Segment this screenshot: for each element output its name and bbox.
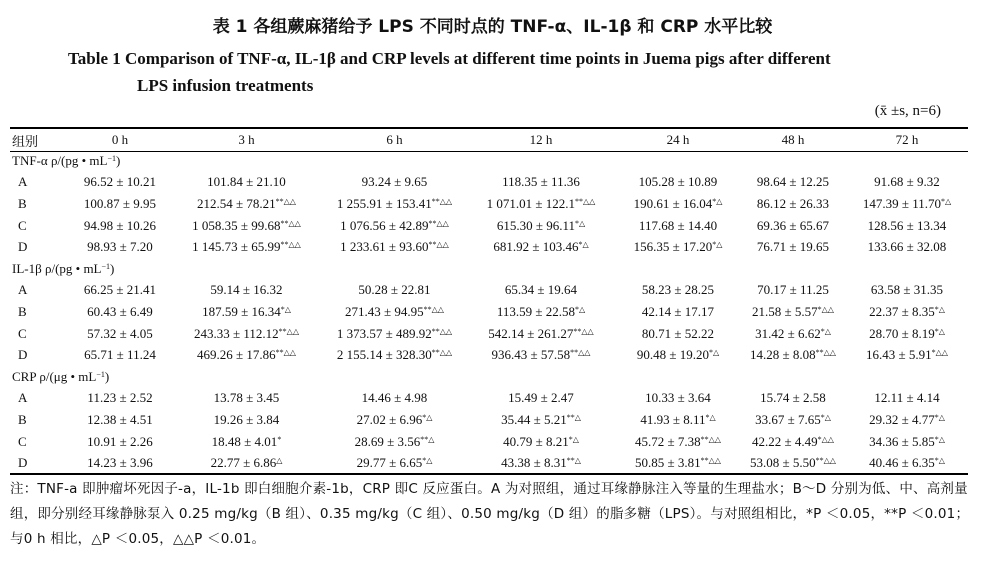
value-cell: 1 255.91 ± 153.41**△△ xyxy=(336,195,453,211)
table-row xyxy=(10,172,968,194)
value-cell: 14.23 ± 3.96 xyxy=(87,455,153,471)
statistics-note: (x̄ ±s, n=6) xyxy=(874,103,941,119)
table-row xyxy=(10,409,968,431)
value-cell: 43.38 ± 8.31**△ xyxy=(501,455,581,471)
header-cell: 组别 xyxy=(12,133,39,149)
value-cell: 469.26 ± 17.86**△△ xyxy=(197,347,296,363)
significance-marker: **△△ xyxy=(280,218,301,228)
table-row xyxy=(10,452,968,474)
significance-marker: *△△ xyxy=(817,434,834,444)
value-cell: 63.58 ± 31.35 xyxy=(870,282,944,298)
value-cell: 118.35 ± 11.36 xyxy=(502,174,580,190)
value-cell: 59.14 ± 16.32 xyxy=(210,282,283,298)
significance-marker: **△△ xyxy=(428,240,449,250)
unit-exponent: −1 xyxy=(96,369,105,379)
significance-marker: **△△ xyxy=(431,348,453,358)
value-cell: 86.12 ± 26.33 xyxy=(756,195,830,211)
significance-marker: *△ xyxy=(422,412,433,422)
value-cell: 34.36 ± 5.85*△ xyxy=(869,433,945,449)
value-cell: 147.39 ± 11.70*△ xyxy=(862,195,952,211)
value-cell: 14.28 ± 8.08**△△ xyxy=(750,347,836,363)
group-cell: B xyxy=(18,195,27,211)
significance-marker: *△△ xyxy=(817,304,834,314)
table-title-english-line1: Table 1 Comparison of TNF-α, IL-1β and CRP levels at different time points in Juema pigs after different xyxy=(68,49,831,68)
significance-marker: **△△ xyxy=(428,218,449,228)
value-cell: 1 233.61 ± 93.60**△△ xyxy=(340,239,449,255)
value-cell: 113.59 ± 22.58*△ xyxy=(496,303,586,319)
header-cell: 12 h xyxy=(529,132,553,147)
value-cell: 42.22 ± 4.49*△△ xyxy=(752,433,834,449)
value-cell: 93.24 ± 9.65 xyxy=(361,174,428,190)
significance-marker: *△ xyxy=(934,326,945,336)
header-cell: 0 h xyxy=(111,132,129,147)
value-cell: 60.43 ± 6.49 xyxy=(87,303,153,319)
significance-marker: *△ xyxy=(578,240,589,250)
significance-marker: *△ xyxy=(820,412,831,422)
value-cell: 22.77 ± 6.86△ xyxy=(210,455,283,471)
section-header-row xyxy=(10,258,968,280)
significance-marker: **△ xyxy=(566,412,581,422)
value-cell: 1 373.57 ± 489.92**△△ xyxy=(336,325,453,341)
value-cell: 31.42 ± 6.62*△ xyxy=(755,325,831,341)
value-cell: 1 071.01 ± 122.1**△△ xyxy=(486,195,596,211)
significance-marker: **△△ xyxy=(570,348,591,358)
section-label: IL-1β ρ/(pg • $mL^{-1}$) xyxy=(12,260,115,276)
table-row xyxy=(10,301,968,323)
value-cell: 18.48 ± 4.01* xyxy=(211,433,282,449)
value-cell: 28.70 ± 8.19*△ xyxy=(869,325,945,341)
table-title-english-line2: LPS infusion treatments xyxy=(137,76,314,95)
significance-marker: **△△ xyxy=(431,326,453,336)
significance-marker: **△△ xyxy=(573,326,594,336)
table-row xyxy=(10,193,968,215)
group-cell: B xyxy=(18,411,27,427)
value-cell: 271.43 ± 94.95**△△ xyxy=(345,303,444,319)
top-rule xyxy=(10,127,968,129)
value-cell: 69.36 ± 65.67 xyxy=(756,217,830,233)
value-cell: 15.74 ± 2.58 xyxy=(760,390,826,406)
significance-marker: *△ xyxy=(575,218,586,228)
section-label: CRP ρ/(μg • $mL^{-1}$) xyxy=(12,368,110,384)
value-cell: 57.32 ± 4.05 xyxy=(87,325,153,341)
unit-exponent: −1 xyxy=(107,153,116,163)
significance-marker: *△ xyxy=(934,412,945,422)
value-cell: 58.23 ± 28.25 xyxy=(641,282,715,298)
group-cell: C xyxy=(18,325,27,341)
value-cell: 100.87 ± 9.95 xyxy=(83,195,157,211)
value-cell: 190.61 ± 16.04*△ xyxy=(633,195,723,211)
value-cell: 936.43 ± 57.58**△△ xyxy=(491,347,591,363)
value-cell: 105.28 ± 10.89 xyxy=(638,174,718,190)
table-row xyxy=(10,323,968,345)
value-cell: 14.46 ± 4.98 xyxy=(361,390,428,406)
significance-marker: **△△ xyxy=(423,304,444,314)
table-footnote: 注：TNF-a 即肿瘤坏死因子-a，IL-1b 即白细胞介素-1b，CRP 即C 反应蛋白。A 为对照组，通过耳缘静脉注入等量的生理盐水；B～D 分别为低、中、高剂量组，即分别经耳缘静脉泵入 0.25 mg/kg（B 组）、0.35 mg/kg（C 组）、0.50 mg/kg（D 组）的脂多糖（LPS）。与对照组相比，*P ＜0.05，**P ＜0.01；与0 h 相比，△P ＜0.05，△△P ＜0.01。 xyxy=(10,481,970,547)
header-cell: 3 h xyxy=(238,132,255,147)
table-row xyxy=(10,344,968,366)
header-cell: 72 h xyxy=(895,132,919,147)
value-cell: 15.49 ± 2.47 xyxy=(508,390,574,406)
significance-marker: *△ xyxy=(934,434,945,444)
value-cell: 156.35 ± 17.20*△ xyxy=(633,239,723,255)
value-cell: 1 076.56 ± 42.89**△△ xyxy=(340,217,449,233)
value-cell: 29.32 ± 4.77*△ xyxy=(869,411,945,427)
value-cell: 28.69 ± 3.56**△ xyxy=(354,433,435,449)
value-cell: 13.78 ± 3.45 xyxy=(213,390,280,406)
value-cell: 16.43 ± 5.91*△△ xyxy=(866,347,948,363)
value-cell: 65.71 ± 11.24 xyxy=(84,347,156,363)
value-cell: 33.67 ± 7.65*△ xyxy=(755,411,831,427)
group-cell: D xyxy=(18,455,28,471)
value-cell: 101.84 ± 21.10 xyxy=(207,174,286,190)
value-cell: 117.68 ± 14.40 xyxy=(638,217,718,233)
table-row xyxy=(10,388,968,410)
value-cell: 91.68 ± 9.32 xyxy=(874,174,940,190)
significance-marker: **△△ xyxy=(278,326,299,336)
significance-marker: *△ xyxy=(568,434,579,444)
value-cell: 19.26 ± 3.84 xyxy=(213,411,280,427)
table-header-row xyxy=(10,130,968,150)
value-cell: 1 058.35 ± 99.68**△△ xyxy=(192,217,301,233)
value-cell: 21.58 ± 5.57*△△ xyxy=(752,303,834,319)
value-cell: 96.52 ± 10.21 xyxy=(83,174,157,190)
value-cell: 128.56 ± 13.34 xyxy=(867,217,947,233)
significance-marker: **△△ xyxy=(275,348,296,358)
significance-marker: **△△ xyxy=(280,240,301,250)
value-cell: 10.33 ± 3.64 xyxy=(645,390,711,406)
header-cell: 6 h xyxy=(386,132,403,147)
significance-marker: **△△ xyxy=(431,196,453,206)
value-cell: 40.79 ± 8.21*△ xyxy=(503,433,579,449)
significance-marker: *△ xyxy=(708,348,720,358)
table-title-chinese: 表 1 各组蕨麻猪给予 LPS 不同时点的 TNF-α、IL-1β 和 CRP 水平比较 xyxy=(212,17,773,37)
significance-marker: *△ xyxy=(820,326,831,336)
value-cell: 10.91 ± 2.26 xyxy=(87,433,153,449)
group-cell: A xyxy=(18,174,28,190)
significance-marker: *△ xyxy=(934,304,945,314)
group-cell: A xyxy=(18,390,28,406)
group-cell: C xyxy=(18,217,27,233)
header-cell: 48 h xyxy=(781,132,805,147)
value-cell: 542.14 ± 261.27**△△ xyxy=(488,325,594,341)
value-cell: 45.72 ± 7.38**△△ xyxy=(635,433,721,449)
table-row xyxy=(10,215,968,237)
value-cell: 42.14 ± 17.17 xyxy=(641,303,715,319)
significance-marker: **△△ xyxy=(815,348,836,358)
value-cell: 2 155.14 ± 328.30**△△ xyxy=(336,347,453,363)
significance-marker: *△ xyxy=(712,240,723,250)
significance-marker: *△ xyxy=(280,304,291,314)
value-cell: 65.34 ± 19.64 xyxy=(504,282,578,298)
table-row xyxy=(10,280,968,302)
value-cell: 50.85 ± 3.81**△△ xyxy=(635,455,721,471)
value-cell: 53.08 ± 5.50**△△ xyxy=(750,455,836,471)
group-cell: C xyxy=(18,433,27,449)
value-cell: 11.23 ± 2.52 xyxy=(87,390,153,406)
significance-marker: **△△ xyxy=(700,434,721,444)
value-cell: 40.46 ± 6.35*△ xyxy=(869,455,945,471)
value-cell: 212.54 ± 78.21**△△ xyxy=(197,195,296,211)
value-cell: 94.98 ± 10.26 xyxy=(83,217,157,233)
table-row xyxy=(10,236,968,258)
value-cell: 681.92 ± 103.46*△ xyxy=(493,239,589,255)
value-cell: 133.66 ± 32.08 xyxy=(867,239,947,255)
header-cell: 24 h xyxy=(666,132,690,147)
significance-marker: *△ xyxy=(422,456,433,466)
value-cell: 615.30 ± 96.11*△ xyxy=(496,217,586,233)
value-cell: 80.71 ± 52.22 xyxy=(641,325,715,341)
group-cell: B xyxy=(18,303,27,319)
value-cell: 35.44 ± 5.21**△ xyxy=(501,411,581,427)
value-cell: 90.48 ± 19.20*△ xyxy=(636,347,720,363)
section-label: TNF-α ρ/(pg • $mL^{-1}$) xyxy=(12,152,121,168)
significance-marker: *△ xyxy=(712,196,723,206)
value-cell: 98.64 ± 12.25 xyxy=(756,174,830,190)
table-row xyxy=(10,431,968,453)
significance-marker: *△ xyxy=(934,456,945,466)
significance-marker: * xyxy=(277,434,282,444)
section-header-row xyxy=(10,150,968,172)
group-cell: A xyxy=(18,282,28,298)
significance-marker: *△ xyxy=(575,304,586,314)
unit-exponent: −1 xyxy=(101,261,111,271)
significance-marker: **△△ xyxy=(275,196,296,206)
group-cell: D xyxy=(18,347,28,363)
value-cell: 98.93 ± 7.20 xyxy=(87,239,153,255)
group-cell: D xyxy=(18,239,28,255)
value-cell: 29.77 ± 6.65*△ xyxy=(356,455,433,471)
value-cell: 187.59 ± 16.34*△ xyxy=(202,303,291,319)
significance-marker: *△△ xyxy=(931,348,948,358)
significance-marker: **△△ xyxy=(815,456,836,466)
significance-marker: **△△ xyxy=(575,196,596,206)
value-cell: 22.37 ± 8.35*△ xyxy=(869,303,945,319)
value-cell: 41.93 ± 8.11*△ xyxy=(640,411,716,427)
significance-marker: **△ xyxy=(566,456,581,466)
value-cell: 66.25 ± 21.41 xyxy=(83,282,157,298)
significance-marker: **△△ xyxy=(700,456,721,466)
significance-marker: **△ xyxy=(420,434,435,444)
data-table xyxy=(10,130,968,474)
value-cell: 70.17 ± 11.25 xyxy=(757,282,829,298)
value-cell: 12.38 ± 4.51 xyxy=(87,411,153,427)
value-cell: 76.71 ± 19.65 xyxy=(756,239,830,255)
significance-marker: *△ xyxy=(941,196,952,206)
significance-marker: *△ xyxy=(705,412,716,422)
value-cell: 50.28 ± 22.81 xyxy=(358,282,431,298)
value-cell: 27.02 ± 6.96*△ xyxy=(356,411,433,427)
value-cell: 1 145.73 ± 65.99**△△ xyxy=(192,239,301,255)
table-title-english xyxy=(68,45,948,99)
value-cell: 12.11 ± 4.14 xyxy=(874,390,940,406)
significance-marker: △ xyxy=(276,456,283,466)
value-cell: 243.33 ± 112.12**△△ xyxy=(194,325,299,341)
section-header-row xyxy=(10,366,968,388)
